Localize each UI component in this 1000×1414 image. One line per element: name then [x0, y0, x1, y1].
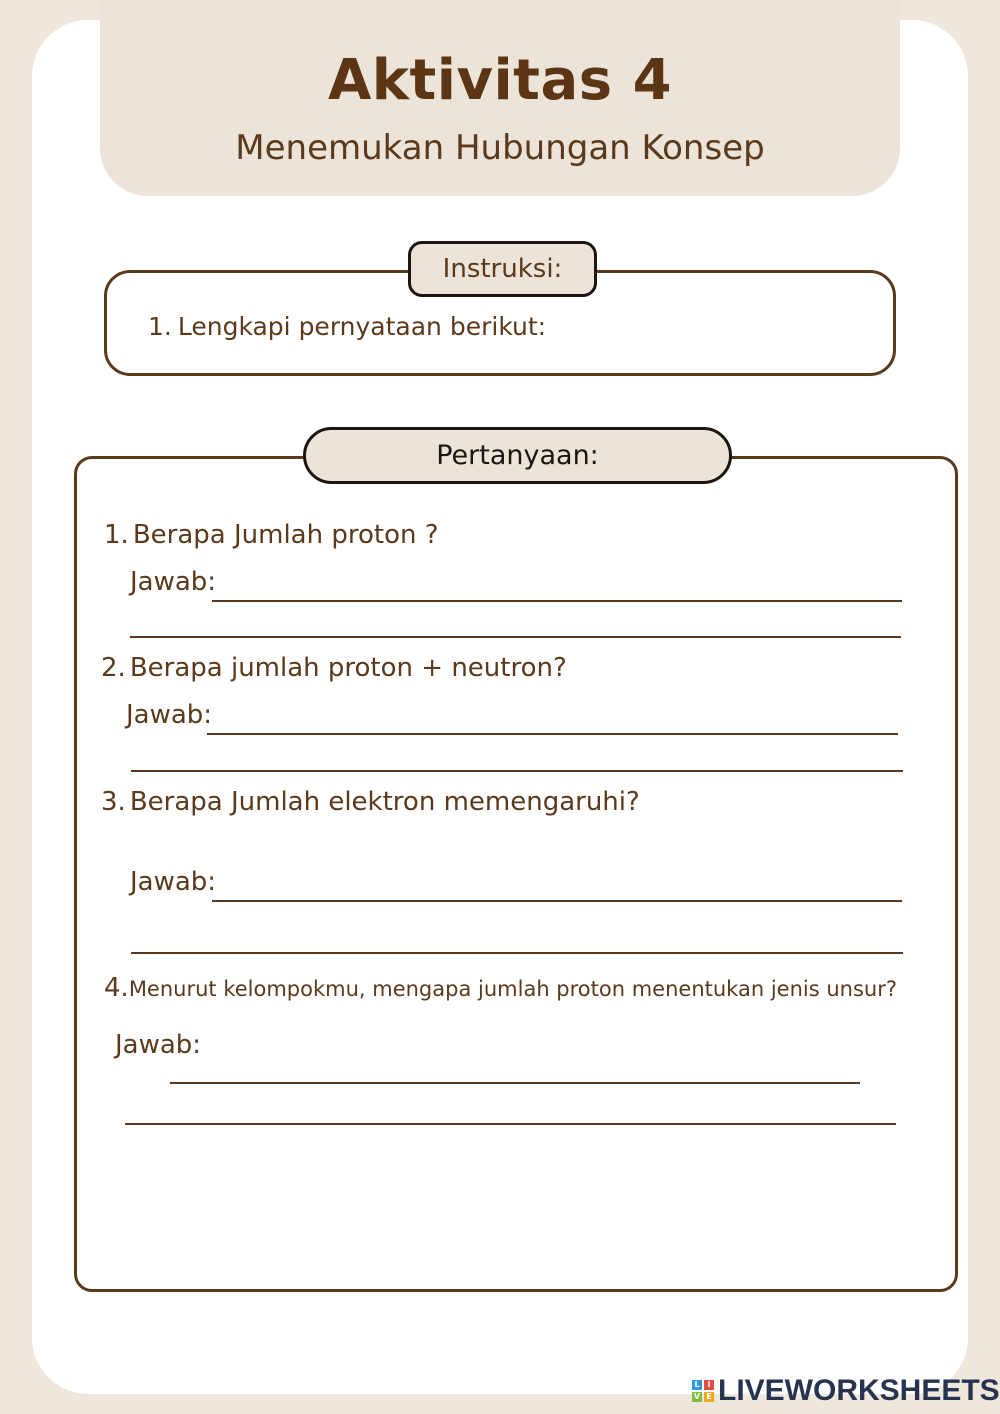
answer-line-4b[interactable]: [125, 1123, 896, 1125]
instruction-number: 1.: [148, 312, 172, 341]
logo-tile: E: [704, 1392, 714, 1402]
questions-label: Pertanyaan:: [303, 427, 732, 484]
answer-label: Jawab:: [130, 867, 217, 897]
answer-line-3a[interactable]: [212, 900, 902, 902]
question-text: Berapa Jumlah proton ?: [132, 520, 439, 550]
question-number: 3.: [101, 787, 126, 817]
question-number: 1.: [104, 520, 129, 550]
liveworksheets-logo: [692, 1374, 1000, 1408]
question-number: 4.: [104, 973, 129, 1003]
question-text: Berapa Jumlah elektron memengaruhi?: [129, 787, 640, 817]
question-number: 2.: [101, 653, 126, 683]
question-1: [104, 520, 439, 550]
question-2: [101, 653, 567, 683]
answer-line-1b[interactable]: [130, 636, 901, 638]
question-4: [104, 973, 897, 1003]
instructions-label: Instruksi:: [408, 241, 597, 297]
page-title: Aktivitas 4: [327, 48, 673, 113]
question-text: Menurut kelompokmu, mengapa jumlah proton menentukan jenis unsur?: [128, 977, 897, 1001]
logo-tile: L: [692, 1380, 702, 1390]
logo-tile: V: [693, 1392, 701, 1401]
logo-tile: I: [704, 1380, 714, 1390]
answer-line-3b[interactable]: [131, 952, 903, 954]
answer-line-2a[interactable]: [207, 733, 898, 735]
answer-label: Jawab:: [115, 1030, 202, 1060]
question-3: [101, 787, 640, 817]
answer-label: Jawab:: [126, 700, 213, 730]
answer-label: Jawab:: [130, 567, 217, 597]
answer-line-4a[interactable]: [170, 1082, 860, 1084]
brand-name: LIVEWORKSHEETS: [718, 1374, 1000, 1407]
answer-line-1a[interactable]: [212, 600, 902, 602]
answer-line-2b[interactable]: [131, 770, 903, 772]
instruction-text: Lengkapi pernyataan berikut:: [177, 312, 547, 341]
instruction-item: [148, 312, 546, 341]
liveworksheets-logo-icon: [692, 1380, 714, 1402]
question-text: Berapa jumlah proton + neutron?: [129, 653, 567, 683]
page-subtitle: Menemukan Hubungan Konsep: [235, 128, 765, 168]
